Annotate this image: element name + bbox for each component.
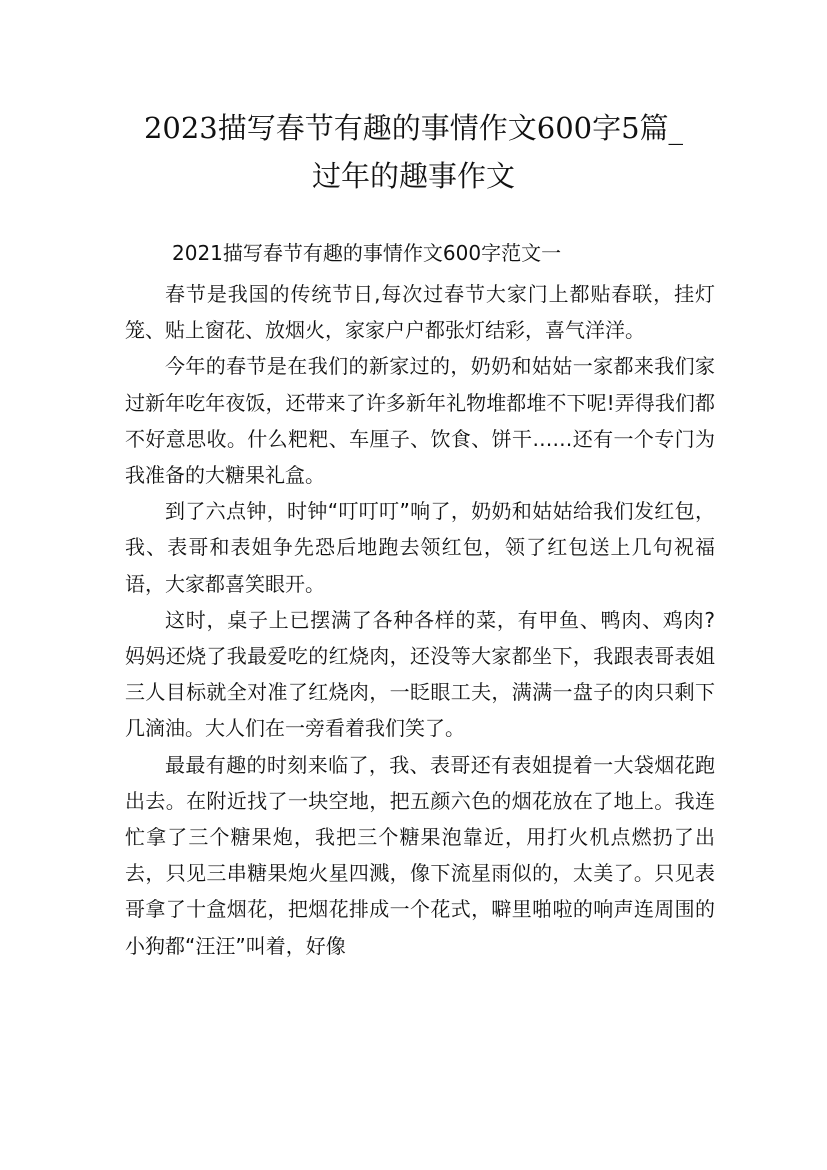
section-heading: 2021描写春节有趣的事情作文600字范文一 [172, 241, 562, 265]
paragraph-3: 到了六点钟，时钟“叮叮叮”响了，奶奶和姑姑给我们发红包，我、表哥和表姐争先恐后地跑去领红包，领了红包送上几句祝福语，大家都喜笑眼开。 [125, 499, 715, 596]
title-line-1: 2023描写春节有趣的事情作文600字5篇_ [143, 111, 684, 145]
paragraph-4: 这时，桌子上已摆满了各种各样的菜，有甲鱼、鸭肉、鸡肉?妈妈还烧了我最爱吃的红烧肉，还没等大家都坐下，我跟表哥表姐三人目标就全对准了红烧肉，一眨眼工夫，满满一盘子的肉只剩下几滴油。大人们在一旁看着我们笑了。 [125, 607, 715, 741]
paragraph-2: 今年的春节是在我们的新家过的，奶奶和姑姑一家都来我们家过新年吃年夜饭，还带来了许多新年礼物堆都堆不下呢!弄得我们都不好意思收。什么粑粑、车厘子、饮食、饼干……还有一个专门为我准备的大糖果礼盒。 [125, 354, 715, 488]
paragraph-1: 春节是我国的传统节日,每次过春节大家门上都贴春联，挂灯笼、贴上窗花、放烟火，家家户户都张灯结彩，喜气洋洋。 [125, 282, 715, 343]
essay-body [125, 276, 715, 964]
title-line-2: 过年的趣事作文 [311, 159, 515, 193]
document-title [0, 104, 827, 200]
paragraph-5: 最最有趣的时刻来临了，我、表哥还有表姐提着一大袋烟花跑出去。在附近找了一块空地，把五颜六色的烟花放在了地上。我连忙拿了三个糖果炮，我把三个糖果泡靠近，用打火机点燃扔了出去，只见三串糖果炮火星四溅，像下流星雨似的，太美了。只见表哥拿了十盒烟花，把烟花排成一个花式，噼里啪啦的响声连周围的小狗都“汪汪”叫着，好像 [125, 752, 715, 958]
